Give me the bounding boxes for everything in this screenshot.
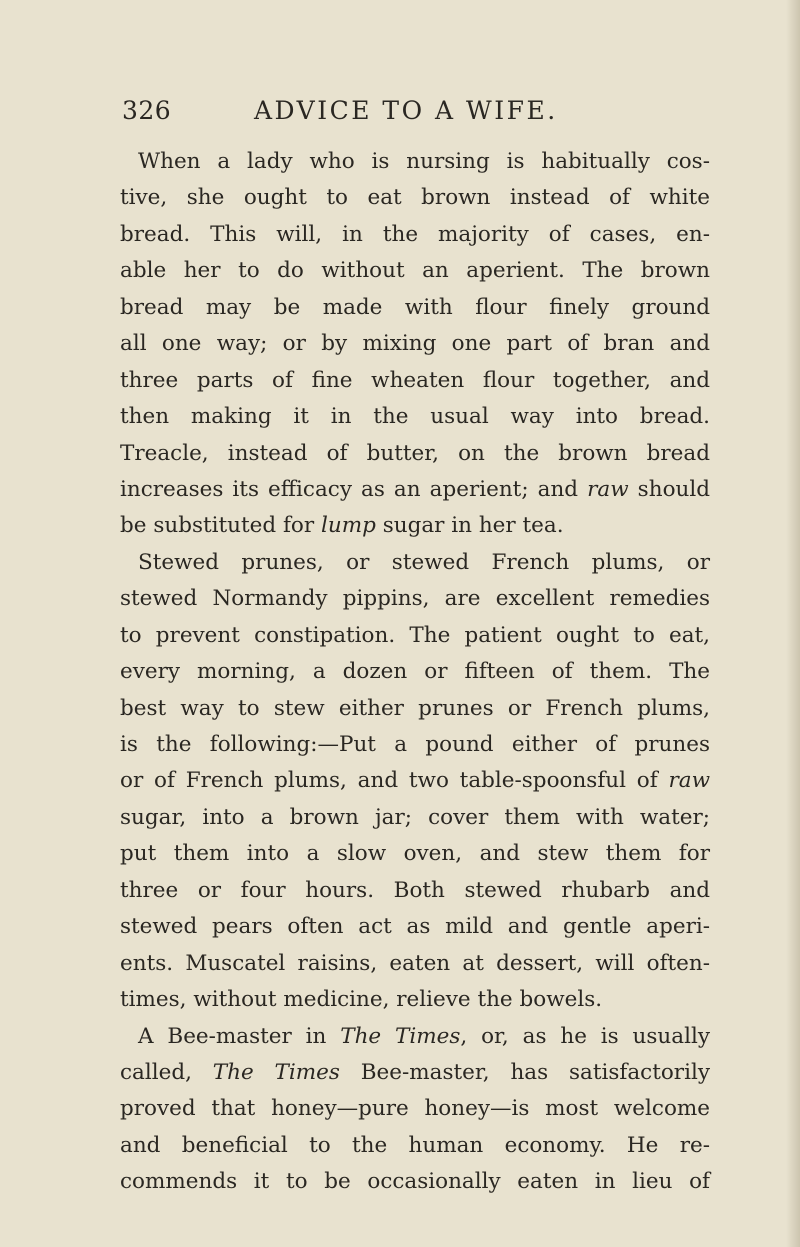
text-line: three parts of fine wheaten flour together, and [120, 367, 710, 393]
italic-word: lump [320, 513, 376, 539]
text-line: stewed Normandy pippins, are excellent remedies [120, 586, 710, 612]
page-edge-shadow [786, 0, 800, 1247]
text-line: times, without medicine, relieve the bowels. [120, 987, 603, 1013]
text-line: proved that honey—pure honey—is most welcome [120, 1096, 710, 1122]
italic-word: raw [668, 768, 710, 794]
text-line: be substituted for lump sugar in her tea. [120, 513, 564, 539]
text-line: three or four hours. Both stewed rhubarb and [120, 877, 710, 903]
text-line: all one way; or by mixing one part of bran and [120, 331, 710, 357]
page-header [122, 95, 682, 135]
page-number: 326 [122, 96, 172, 125]
running-head: ADVICE TO A WIFE. [254, 96, 558, 125]
text-line: Stewed prunes, or stewed French plums, or [138, 549, 710, 575]
text-line: and beneficial to the human economy. He re- [120, 1132, 710, 1158]
italic-title: The Times [212, 1059, 340, 1085]
text-line: is the following:—Put a pound either of prunes [120, 732, 710, 757]
text-line: every morning, a dozen or fifteen of them. The [120, 659, 710, 685]
text-line: called, The Times Bee-master, has satisfactorily [120, 1059, 710, 1085]
text-line: or of French plums, and two table-spoonsful of raw [120, 768, 710, 794]
text-line: tive, she ought to eat brown instead of white [120, 185, 710, 211]
italic-title: The Times [340, 1023, 461, 1049]
text-line: A Bee-master in The Times, or, as he is usually [138, 1023, 710, 1049]
text-line: increases its efficacy as an aperient; and raw should [120, 476, 710, 502]
text-line: bread. This will, in the majority of cases, en- [120, 221, 710, 247]
body-text [120, 144, 710, 1201]
text-line: sugar, into a brown jar; cover them with water; [120, 804, 710, 830]
text-line: commends it to be occasionally eaten in lieu of [120, 1169, 710, 1195]
text-line: then making it in the usual way into bread. [120, 404, 710, 430]
text-line: Treacle, instead of butter, on the brown bread [120, 440, 710, 466]
text-line: bread may be made with flour finely ground [120, 294, 710, 320]
text-line: put them into a slow oven, and stew them for [120, 841, 710, 867]
text-line: best way to stew either prunes or French plums, [120, 695, 710, 721]
text-line: When a lady who is nursing is habitually cos- [138, 149, 710, 174]
text-line: to prevent constipation. The patient ought to eat, [120, 622, 710, 648]
text-line: ents. Muscatel raisins, eaten at dessert, will often- [120, 950, 710, 976]
text-line: stewed pears often act as mild and gentle aperi- [120, 914, 710, 940]
text-line: able her to do without an aperient. The brown [120, 258, 710, 284]
italic-word: raw [587, 476, 629, 502]
